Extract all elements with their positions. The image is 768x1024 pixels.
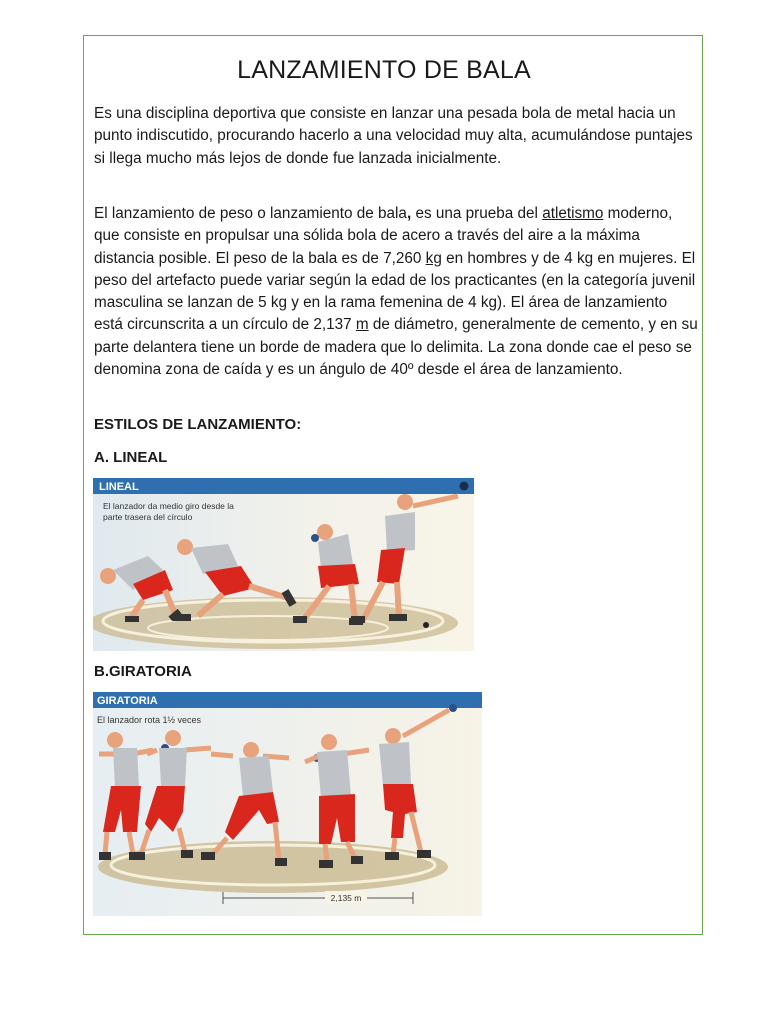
- p2-text-4: en hombres y de 4 kg en mujeres. El peso del artefacto puede variar según la edad de los practicantes (en la categoría juvenil masculina se lanzan de 5 kg y en la rama femenina de 4 kg). El área de lanzamiento está circunscrita a un círculo de 2,137: [94, 249, 696, 334]
- giratoria-measure: 2,135 m: [330, 893, 362, 903]
- giratoria-caption: El lanzador rota 1½ veces: [97, 715, 202, 725]
- giratoria-illustration: [93, 692, 482, 916]
- lineal-illustration: [93, 478, 474, 651]
- p2-text-3: moderno, que consiste en propulsar una sólida bola de acero a través del aire a la máxima distancia posible. El peso de la bala es de 7,260: [94, 205, 673, 267]
- page-title: LANZAMIENTO DE BALA: [237, 56, 531, 84]
- m-link[interactable]: m: [355, 316, 369, 334]
- giratoria-label: GIRATORIA: [97, 695, 158, 707]
- lineal-caption-2: parte trasera del círculo: [103, 512, 193, 522]
- p2-text-5: de diámetro, generalmente de cemento, y en su parte delantera tiene un borde de madera que lo delimita. La zona donde cae el peso se denomina zona de caída y es un ángulo de 40º desde el área de lanzamiento.: [94, 316, 698, 379]
- lineal-label: LINEAL: [99, 481, 139, 493]
- lineal-heading: A. LINEAL: [94, 449, 168, 466]
- p2-text-2: es una prueba del: [411, 205, 543, 222]
- lineal-caption-1: El lanzador da medio giro desde la: [103, 501, 234, 511]
- styles-heading: ESTILOS DE LANZAMIENTO:: [94, 416, 302, 433]
- atletismo-link[interactable]: atletismo: [542, 205, 604, 222]
- p2-comma: ,: [406, 205, 412, 222]
- description-paragraph: [94, 203, 698, 381]
- intro-paragraph: Es una disciplina deportiva que consiste en lanzar una pesada bola de metal hacia un punto indiscutido, procurando hacerlo a una velocidad muy alta, acumulándose puntajes si llega mucho más lejos de donde fue lanzada inicialmente.: [94, 105, 693, 167]
- p2-text-1: El lanzamiento de peso o lanzamiento de bala: [94, 205, 407, 222]
- kg-link[interactable]: kg: [425, 249, 442, 267]
- giratoria-heading: B.GIRATORIA: [94, 663, 192, 680]
